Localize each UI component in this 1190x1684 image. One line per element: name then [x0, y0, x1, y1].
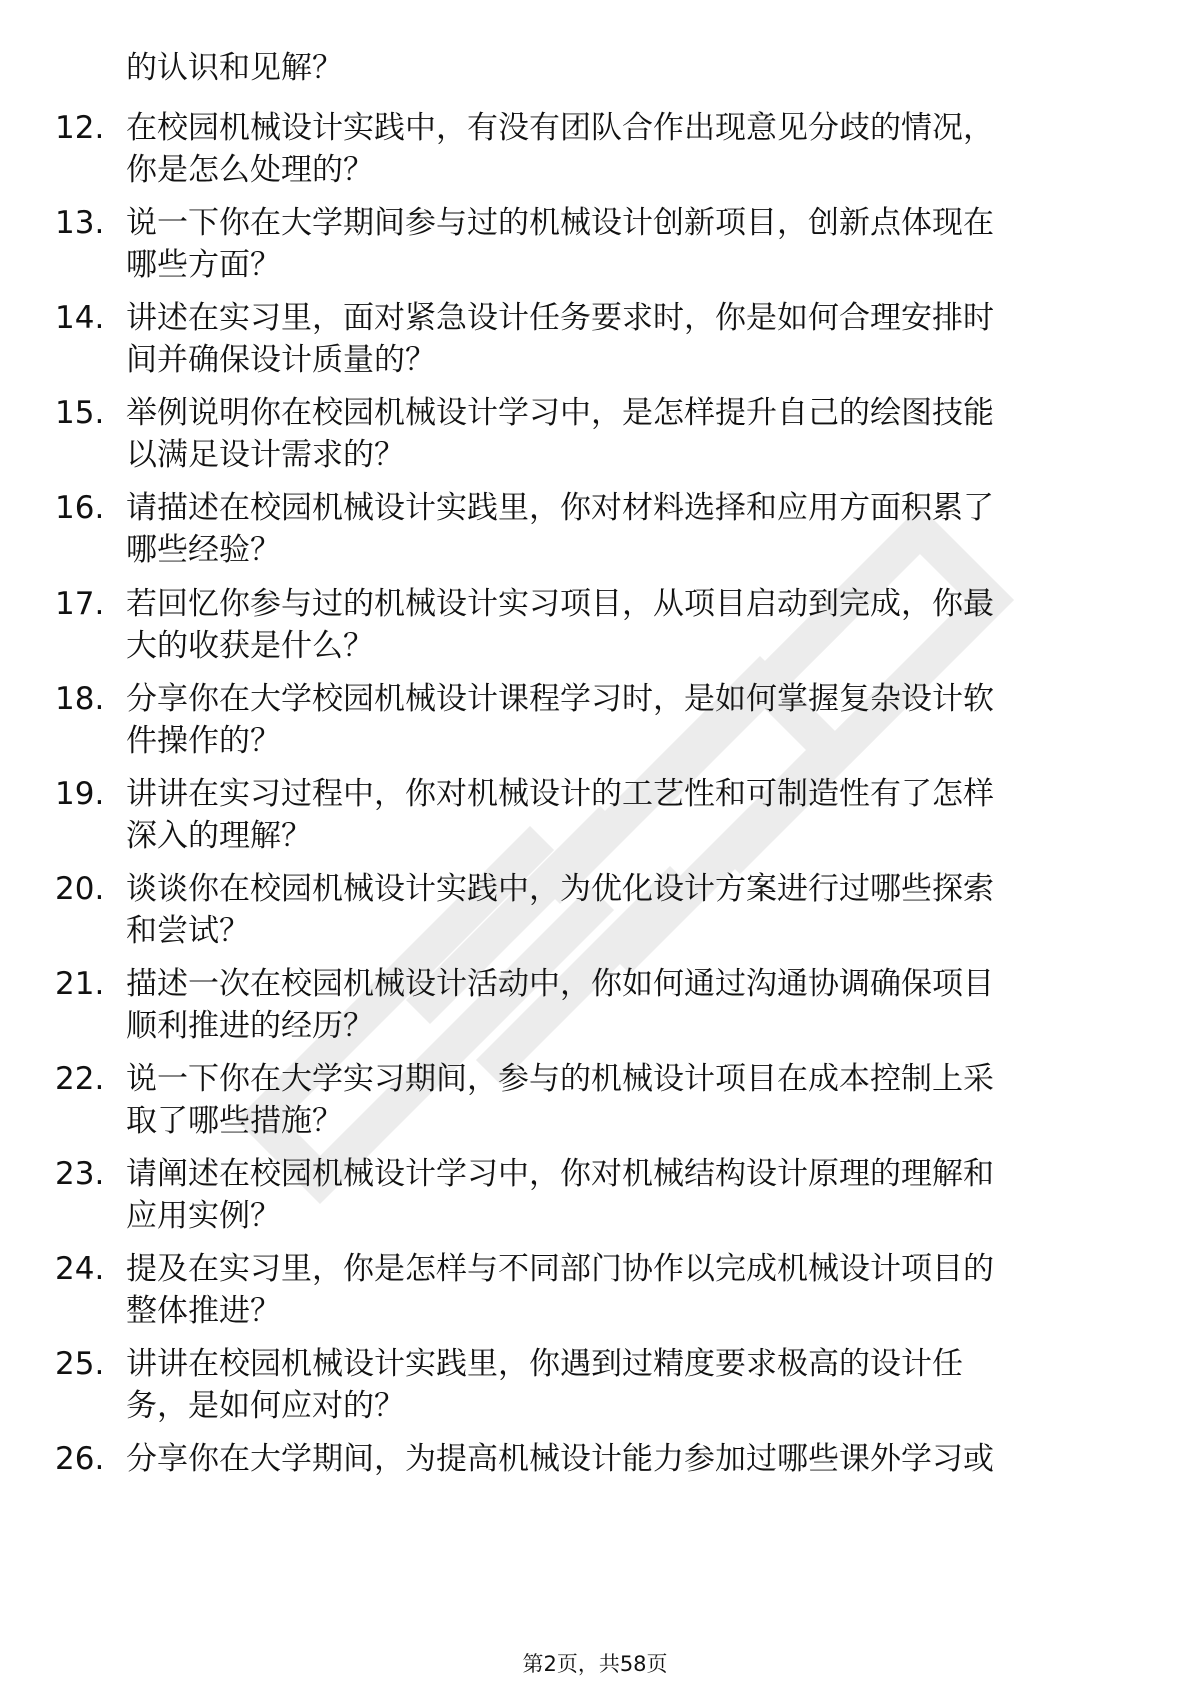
question-text [126, 583, 1106, 667]
question-text-line: 请阐述在校园机械设计学习中，你对机械结构设计原理的理解和 [126, 1156, 994, 1193]
question-text [126, 1153, 1106, 1237]
question-text-line: 哪些方面？ [126, 247, 281, 284]
question-number: 12. [55, 110, 105, 146]
question-text-line: 取了哪些措施？ [126, 1103, 343, 1139]
question-text-line: 请描述在校园机械设计实践里，你对材料选择和应用方面积累了 [126, 490, 994, 527]
question-text [126, 678, 1106, 762]
question-text-line: 间并确保设计质量的？ [126, 342, 436, 379]
question-text-line: 描述一次在校园机械设计活动中，你如何通过沟通协调确保项目 [126, 965, 994, 1002]
question-text-line: 说一下你在大学实习期间，参与的机械设计项目在成本控制上采 [126, 1061, 994, 1097]
question-text-line: 顺利推进的经历？ [126, 1007, 374, 1044]
question-number: 16. [55, 490, 105, 527]
question-number: 15. [55, 395, 105, 432]
question-text [126, 107, 1106, 191]
question-text-line: 和尝试？ [126, 912, 250, 949]
question-text-line: 务，是如何应对的？ [126, 1388, 405, 1425]
list-item [0, 107, 1190, 197]
question-text-line: 你是怎么处理的？ [126, 152, 374, 188]
question-number: 23. [55, 1156, 105, 1193]
question-text-line: 分享你在大学校园机械设计课程学习时，是如何掌握复杂设计软 [126, 680, 994, 717]
list-item [0, 773, 1190, 863]
question-text-line: 在校园机械设计实践中，有没有团队合作出现意见分歧的情况， [126, 110, 994, 146]
question-text [126, 773, 1106, 857]
question-number: 13. [55, 205, 105, 242]
list-item [0, 678, 1190, 768]
question-number: 19. [55, 775, 105, 812]
question-text-line: 应用实例？ [126, 1198, 281, 1235]
question-number: 25. [55, 1346, 105, 1383]
question-text-line: 若回忆你参与过的机械设计实习项目，从项目启动到完成，你最 [126, 585, 994, 622]
question-text [126, 487, 1106, 571]
question-number: 20. [55, 870, 105, 907]
question-number: 21. [55, 965, 105, 1002]
question-text-line: 整体推进？ [126, 1293, 281, 1330]
question-text-line: 举例说明你在校园机械设计学习中，是怎样提升自己的绘图技能 [126, 395, 994, 432]
list-item [0, 1438, 1190, 1528]
question-text-line: 谈谈你在校园机械设计实践中，为优化设计方案进行过哪些探索 [126, 870, 994, 907]
question-text [126, 1058, 1106, 1142]
question-number: 18. [55, 680, 105, 717]
question-text-line: 件操作的？ [126, 722, 281, 759]
question-text-line: 讲讲在校园机械设计实践里，你遇到过精度要求极高的设计任 [126, 1346, 963, 1383]
question-text-line: 分享你在大学期间，为提高机械设计能力参加过哪些课外学习或 [126, 1441, 994, 1478]
question-number: 24. [55, 1251, 105, 1288]
question-text [126, 1248, 1106, 1332]
question-text [126, 392, 1106, 476]
list-item [0, 1058, 1190, 1148]
question-number: 17. [55, 585, 105, 622]
list-item [0, 963, 1190, 1053]
question-text [126, 1438, 1106, 1480]
list-item [0, 202, 1190, 292]
question-text-line: 说一下你在大学期间参与过的机械设计创新项目，创新点体现在 [126, 205, 994, 242]
question-text-line: 讲述在实习里，面对紧急设计任务要求时，你是如何合理安排时 [126, 300, 994, 337]
question-number: 22. [55, 1061, 105, 1097]
question-text-line: 大的收获是什么？ [126, 627, 374, 664]
list-item [0, 1153, 1190, 1243]
question-text-line: 讲讲在实习过程中，你对机械设计的工艺性和可制造性有了怎样 [126, 775, 994, 812]
question-text-line: 以满足设计需求的？ [126, 437, 405, 474]
question-text [126, 868, 1106, 952]
list-item [0, 487, 1190, 577]
list-item [0, 583, 1190, 673]
question-text [126, 202, 1106, 286]
list-item [0, 1248, 1190, 1338]
question-text-line: 深入的理解？ [126, 817, 312, 854]
list-item [0, 392, 1190, 482]
continuation-text: 的认识和见解？ [126, 50, 343, 86]
list-item [0, 868, 1190, 958]
question-text-line: 哪些经验？ [126, 532, 281, 569]
question-text [126, 963, 1106, 1047]
list-item [0, 297, 1190, 387]
question-number: 14. [55, 300, 105, 337]
list-item [0, 1343, 1190, 1433]
question-number: 26. [55, 1441, 105, 1478]
question-text-line: 提及在实习里，你是怎样与不同部门协作以完成机械设计项目的 [126, 1251, 994, 1288]
question-text [126, 297, 1106, 381]
page-footer: 第2页，共58页 [522, 1652, 668, 1676]
question-text [126, 1343, 1106, 1427]
